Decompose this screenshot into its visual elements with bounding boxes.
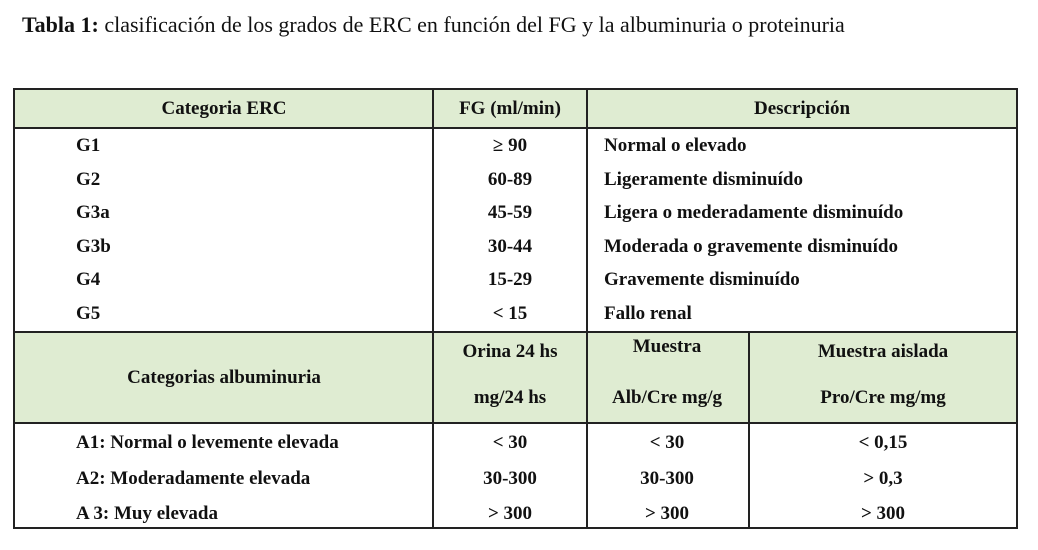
albuminuria-pro-cre-value: > 0,3 [863,468,903,489]
erc-classification-table [13,88,1018,529]
caption-text: clasificación de los grados de ERC en función del FG y la albuminuria o proteinuria [98,12,845,37]
albuminuria-alb-cre-value: 30-300 [640,468,694,489]
albuminuria-pro-cre-value: > 300 [860,503,906,524]
albuminuria-category: A2: Moderadamente elevada [76,468,311,489]
albuminuria-label: Categorias albuminuria [127,367,321,388]
albuminuria-alb-cre-value: < 30 [649,432,685,453]
albuminuria-col1-bottom: mg/24 hs [473,387,547,408]
erc-category: G3b [76,236,111,257]
albuminuria-col3-top: Muestra aislada [817,341,949,362]
albuminuria-orina-value: 30-300 [483,468,537,489]
erc-description: Ligera o mederadamente disminuído [604,202,904,223]
erc-fg-value: 60-89 [487,169,533,190]
erc-fg-value: 30-44 [487,236,533,257]
header-fg: FG (ml/min) [459,98,561,119]
header-descripcion: Descripción [753,98,851,119]
erc-category: G4 [76,269,101,290]
erc-category: G5 [76,303,101,324]
caption-label: Tabla 1: [22,12,99,37]
albuminuria-category: A1: Normal o levemente elevada [76,432,339,453]
header-categoria-erc: Categoria ERC [161,98,287,119]
erc-description: Normal o elevado [604,135,747,156]
erc-category: G2 [76,169,101,190]
erc-fg-value: 45-59 [487,202,533,223]
erc-fg-value: ≥ 90 [492,135,528,156]
erc-description: Moderada o gravemente disminuído [604,236,898,257]
albuminuria-col1-top: Orina 24 hs [462,341,558,362]
table-caption [22,12,845,38]
albuminuria-pro-cre-value: < 0,15 [858,432,908,453]
albuminuria-orina-value: > 300 [487,503,533,524]
albuminuria-col2-top: Muestra [632,336,702,357]
erc-category: G3a [76,202,110,223]
erc-description: Ligeramente disminuído [604,169,803,190]
albuminuria-category: A 3: Muy elevada [76,503,218,524]
erc-category: G1 [76,135,101,156]
erc-body-bg [15,128,1016,331]
erc-fg-value: < 15 [492,303,528,324]
albuminuria-col2-bottom: Alb/Cre mg/g [612,387,722,408]
erc-description: Gravemente disminuído [604,269,800,290]
erc-description: Fallo renal [604,303,692,324]
albuminuria-orina-value: < 30 [492,432,528,453]
albuminuria-alb-cre-value: > 300 [644,503,690,524]
erc-fg-value: 15-29 [487,269,533,290]
albuminuria-col3-bottom: Pro/Cre mg/mg [820,387,946,408]
